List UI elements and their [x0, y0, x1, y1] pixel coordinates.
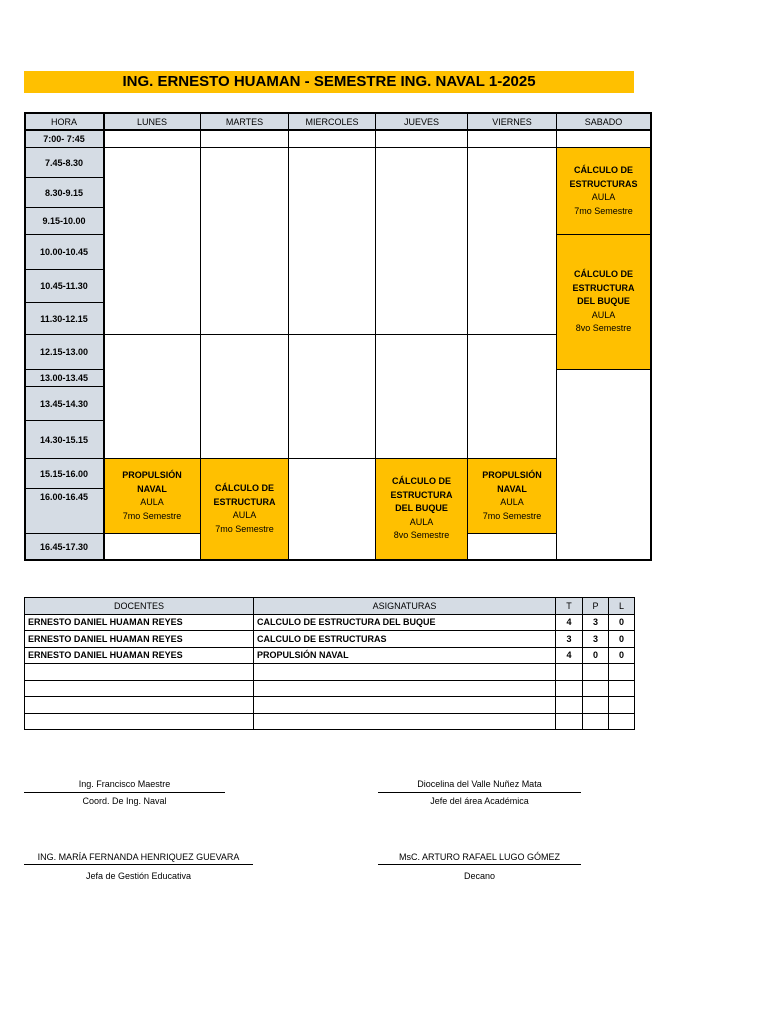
course-load-table	[24, 597, 635, 730]
grid-line	[24, 386, 104, 387]
docente-cell: ERNESTO DANIEL HUAMAN REYES	[25, 614, 254, 631]
course-room: AULA	[232, 510, 257, 520]
time-slot: 16.45-17.30	[25, 534, 103, 559]
time-slot: 14.30-15.15	[25, 421, 103, 458]
time-slot: 8.30-9.15	[25, 178, 103, 207]
time-slot: 11.30-12.15	[25, 303, 103, 334]
l-cell: 0	[609, 647, 635, 664]
grid-line	[24, 334, 557, 335]
l-cell: 0	[609, 631, 635, 648]
time-slot: 9.15-10.00	[25, 208, 103, 234]
header-lunes: LUNES	[104, 113, 200, 130]
grid-line	[24, 420, 104, 421]
time-slot: 15.15-16.00	[25, 459, 103, 488]
grid-line	[24, 207, 104, 208]
header-viernes: VIERNES	[468, 113, 556, 130]
course-room: AULA	[500, 497, 524, 507]
grid-line	[556, 369, 651, 370]
time-slot: 10.00-10.45	[25, 235, 103, 269]
header-jueves: JUEVES	[376, 113, 467, 130]
header-p: P	[583, 598, 609, 615]
asignatura-cell: CALCULO DE ESTRUCTURAS	[254, 631, 556, 648]
grid-line	[556, 112, 557, 561]
grid-line	[288, 112, 289, 561]
grid-line	[650, 112, 652, 561]
header-t: T	[556, 598, 583, 615]
time-slot: 16.00-16.45	[25, 489, 103, 533]
course-block-martes[interactable]	[201, 459, 288, 559]
header-docentes: DOCENTES	[25, 598, 254, 615]
signature-name: MsC. ARTURO RAFAEL LUGO GÓMEZ	[398, 852, 561, 862]
course-name: PROPULSIÓN NAVAL	[122, 470, 182, 494]
p-cell: 3	[583, 631, 609, 648]
header-l: L	[609, 598, 635, 615]
course-block-viernes[interactable]	[468, 459, 556, 533]
course-room: AULA	[591, 192, 616, 202]
grid-line	[467, 112, 468, 561]
course-name: PROPULSIÓN NAVAL	[482, 470, 542, 494]
course-name: CÁLCULO DE ESTRUCTURAS	[569, 165, 638, 189]
grid-line	[24, 269, 104, 270]
time-slot: 13.45-14.30	[25, 387, 103, 420]
p-cell: 3	[583, 614, 609, 631]
grid-line	[24, 458, 557, 459]
grid-line	[24, 488, 104, 489]
header-martes: MARTES	[201, 113, 288, 130]
grid-line	[24, 369, 104, 370]
asignatura-cell: CALCULO DE ESTRUCTURA DEL BUQUE	[254, 614, 556, 631]
course-semester: 7mo Semestre	[122, 510, 182, 521]
course-room: AULA	[140, 497, 164, 507]
course-semester: 8vo Semestre	[393, 530, 450, 541]
course-semester: 7mo Semestre	[574, 205, 633, 216]
signature-line	[24, 792, 225, 793]
time-slot: 7:00- 7:45	[25, 131, 103, 147]
t-cell: 4	[556, 647, 583, 664]
time-slot: 7.45-8.30	[25, 148, 103, 177]
grid-line	[375, 112, 376, 561]
l-cell: 0	[609, 614, 635, 631]
course-block-sabado-2[interactable]	[557, 235, 650, 369]
course-semester: 7mo Semestre	[215, 523, 274, 534]
signature-role: Jefe del área Académica	[430, 796, 529, 806]
signature-role: Coord. De Ing. Naval	[82, 796, 167, 806]
course-name: CÁLCULO DE ESTRUCTURA	[213, 483, 276, 507]
header-hora: HORA	[25, 113, 103, 130]
signature-name: Diocelina del Valle Nuñez Mata	[417, 779, 542, 789]
header-miercoles: MIERCOLES	[289, 113, 375, 130]
signature-role: Jefa de Gestión Educativa	[85, 871, 192, 881]
grid-line	[24, 129, 651, 131]
time-slot: 12.15-13.00	[25, 335, 103, 369]
grid-line	[200, 112, 201, 561]
course-name: CÁLCULO DE ESTRUCTURA DEL BUQUE	[572, 269, 635, 307]
grid-line	[24, 147, 651, 148]
page-title: ING. ERNESTO HUAMAN - SEMESTRE ING. NAVAL 1-2025	[24, 71, 634, 93]
grid-line	[24, 177, 104, 178]
grid-line	[24, 234, 104, 235]
t-cell: 3	[556, 631, 583, 648]
course-name: CÁLCULO DE ESTRUCTURA DEL BUQUE	[390, 476, 453, 514]
signature-name: ING. MARÍA FERNANDA HENRIQUEZ GUEVARA	[37, 852, 240, 862]
grid-line	[103, 112, 105, 561]
empty-row	[25, 680, 635, 697]
time-slot: 10.45-11.30	[25, 270, 103, 302]
course-room: AULA	[409, 516, 434, 527]
table-row	[25, 614, 635, 631]
course-block-sabado-1[interactable]	[557, 148, 650, 234]
time-slot: 13.00-13.45	[25, 370, 103, 386]
signature-role: Decano	[463, 871, 496, 881]
signature-line	[378, 792, 581, 793]
docente-cell: ERNESTO DANIEL HUAMAN REYES	[25, 647, 254, 664]
empty-row	[25, 697, 635, 714]
table-row	[25, 631, 635, 648]
signature-name: Ing. Francisco Maestre	[78, 779, 171, 789]
course-semester: 7mo Semestre	[482, 510, 542, 521]
docente-cell: ERNESTO DANIEL HUAMAN REYES	[25, 631, 254, 648]
t-cell: 4	[556, 614, 583, 631]
asignatura-cell: PROPULSIÓN NAVAL	[254, 647, 556, 664]
grid-line	[24, 302, 104, 303]
course-block-jueves[interactable]	[376, 459, 467, 559]
empty-row	[25, 664, 635, 681]
grid-line	[467, 533, 557, 534]
course-room: AULA	[591, 309, 616, 320]
course-block-lunes[interactable]	[104, 459, 200, 533]
course-semester: 8vo Semestre	[575, 323, 632, 334]
signature-line	[378, 864, 581, 865]
grid-line	[24, 533, 201, 534]
p-cell: 0	[583, 647, 609, 664]
header-asignaturas: ASIGNATURAS	[254, 598, 556, 615]
grid-line	[556, 234, 651, 235]
grid-line	[24, 112, 26, 561]
signature-line	[24, 864, 253, 865]
header-sabado: SABADO	[557, 113, 650, 130]
empty-row	[25, 713, 635, 730]
table-row	[25, 647, 635, 664]
